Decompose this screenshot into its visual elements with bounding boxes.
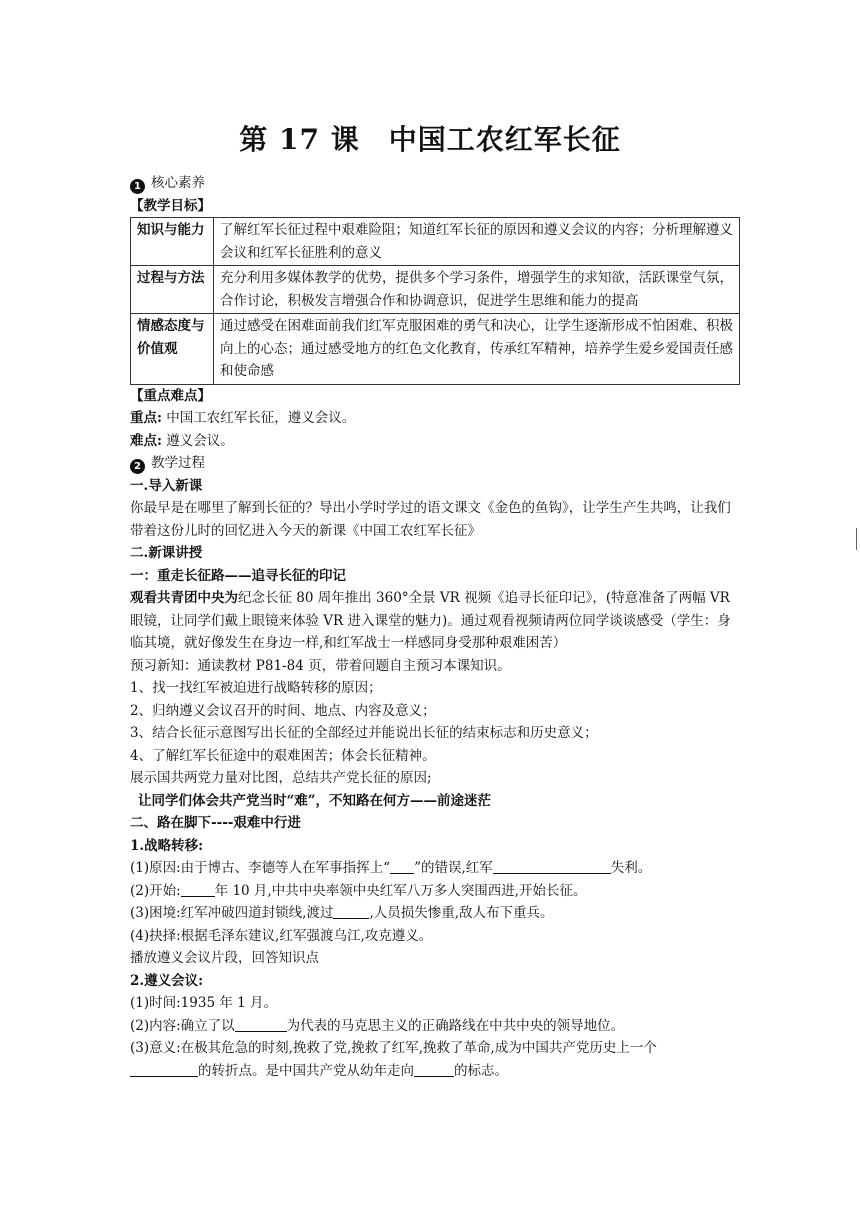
- part1-text: 纪念长征 80 周年推出 360°全景 VR 视频《追寻长征印记》，(特意准备了两幅 VR 眼镜，让同学们戴上眼镜来体验 VR 进入课堂的魅力)。通过观看视频请两位同学谈谈感受（学生：身临其境，就好像发生在身边一样,和红军战士一样感同身受那种艰难困苦）: [130, 590, 731, 651]
- part1-paragraph: [130, 587, 740, 655]
- zunyi-item-3: (3)意义:在极其危急的时刻,挽救了党,挽救了红军,挽救了革命,成为中国共产党历史上一个: [130, 1040, 657, 1056]
- strategic-item-3: [130, 902, 740, 925]
- goal-value: 通过感受在困难面前我们红军克服困难的勇气和决心，让学生逐渐形成不怕困难、积极向上的心态；通过感受地方的红色文化教育，传承红军精神，培养学生爱乡爱国责任感和使命感: [214, 314, 740, 385]
- lesson-title: 第 17 课 中国工农红军长征: [239, 123, 621, 156]
- part1-heading: 一：重走长征路——追寻长征的印记: [130, 567, 346, 584]
- fill-blank: [414, 1062, 454, 1077]
- number-circle-icon: 1: [130, 179, 145, 194]
- text-fragment: 的标志。: [454, 1062, 508, 1079]
- key-points-heading: 【重点难点】: [130, 387, 211, 404]
- task-item: 4、了解红军长征途中的艰难困苦；体会长征精神。: [130, 747, 436, 764]
- lesson-content: [130, 172, 740, 1082]
- goal-value: 了解红军长征过程中艰难险阻；知道红军长征的原因和遵义会议的内容；分析理解遵义会议和红军长征胜利的意义: [214, 218, 740, 266]
- key-point-text: 中国工农红军长征，遵义会议。: [166, 410, 356, 426]
- goal-value: 充分利用多媒体教学的优势，提供多个学习条件，增强学生的求知欲，活跃课堂气氛，合作讨论，积极发言增强合作和协调意识，促进学生思维和能力的提高: [214, 266, 740, 314]
- text-fragment: 为代表的马克思主义的正确路线在中共中央的领导地位。: [286, 1017, 625, 1034]
- text-fragment: (2)开始:: [130, 882, 181, 899]
- goals-table: [130, 217, 740, 385]
- zunyi-item-2: [130, 1015, 740, 1038]
- text-fragment: 失利。: [610, 860, 652, 876]
- strategic-item-1: [130, 857, 740, 880]
- part1-bold-lead: 观看共青团中央为: [130, 590, 238, 606]
- experience-text: 让同学们体会共产党当时“难”，不知路在何方——前途迷茫: [138, 792, 492, 809]
- text-fragment: ,人员损失惨重,敌人布下重兵。: [369, 905, 554, 921]
- table-row: [131, 266, 740, 314]
- text-fragment: ”的错误,红军: [414, 860, 493, 876]
- zunyi-item-1: (1)时间:1935 年 1 月。: [130, 995, 277, 1011]
- task-item: 1、找一找红军被迫进行战略转移的原因；: [130, 680, 382, 696]
- play-clip-text: 播放遵义会议片段，回答知识点: [130, 950, 319, 966]
- table-row: [131, 218, 740, 266]
- fill-blank: [181, 882, 215, 897]
- task-item: 2、归纳遵义会议召开的时间、地点、内容及意义；: [130, 702, 436, 719]
- table-row: [131, 314, 740, 385]
- zunyi-item-4: [130, 1060, 740, 1083]
- fill-blank: [235, 1017, 287, 1032]
- goal-key: 知识与能力: [131, 218, 214, 266]
- key-point-label: 重点:: [130, 410, 162, 426]
- text-fragment: (3)困境:红军冲破四道封锁线,渡过: [130, 905, 334, 921]
- goal-key: 情感态度与价值观: [131, 314, 214, 385]
- key-point: [130, 407, 740, 430]
- section-teaching-process: [130, 452, 740, 475]
- text-fragment: 的转折点。是中国共产党从幼年走向: [198, 1062, 414, 1079]
- intro-paragraph: 你最早是在哪里了解到长征的？导出小学时学过的语文课文《金色的鱼钩》，让学生产生共鸣，让我们带着这份儿时的回忆进入今天的新课《中国工农红军长征》: [130, 500, 731, 539]
- strategic-item-2: [130, 880, 740, 903]
- part2-heading: 二、路在脚下----艰难中行进: [130, 815, 301, 831]
- text-fragment: (1)原因:由于博古、李德等人在军事指挥上“: [130, 860, 391, 876]
- teaching-goals-heading: 【教学目标】: [130, 197, 211, 214]
- new-lesson-heading: 二.新课讲授: [130, 545, 203, 561]
- number-circle-icon: 2: [130, 459, 145, 474]
- difficult-point-text: 遵义会议。: [166, 432, 234, 449]
- strategic-item-4: (4)抉择:根据毛泽东建议,红军强渡乌江,攻克遵义。: [130, 927, 433, 944]
- zunyi-heading: 2.遵义会议:: [130, 972, 204, 989]
- show-chart-text: 展示国共两党力量对比图，总结共产党长征的原因;: [130, 770, 432, 786]
- task-item: 3、结合长征示意图写出长征的全部经过并能说出长征的结束标志和历史意义；: [130, 725, 598, 741]
- strategic-heading: 1.战略转移:: [130, 837, 204, 854]
- text-fragment: 年 10 月,中共中央率领中央红军八万多人突围西进,开始长征。: [214, 882, 587, 899]
- edge-scroll-mark: [856, 528, 857, 550]
- fill-blank: [333, 904, 369, 919]
- fill-blank: [493, 859, 611, 874]
- section-label: 核心素养: [151, 175, 205, 191]
- preview-instruction: 预习新知：通读教材 P81-84 页，带着问题自主预习本课知识。: [130, 657, 511, 674]
- goal-key: 过程与方法: [131, 266, 214, 314]
- fill-blank: [130, 1062, 198, 1077]
- intro-heading: 一.导入新课: [130, 477, 203, 494]
- section-core-literacy: [130, 172, 740, 195]
- difficult-point: [130, 430, 740, 453]
- section-label: 教学过程: [151, 455, 205, 471]
- difficult-point-label: 难点:: [130, 432, 162, 449]
- text-fragment: (2)内容:确立了以: [130, 1017, 235, 1034]
- fill-blank: [390, 859, 414, 874]
